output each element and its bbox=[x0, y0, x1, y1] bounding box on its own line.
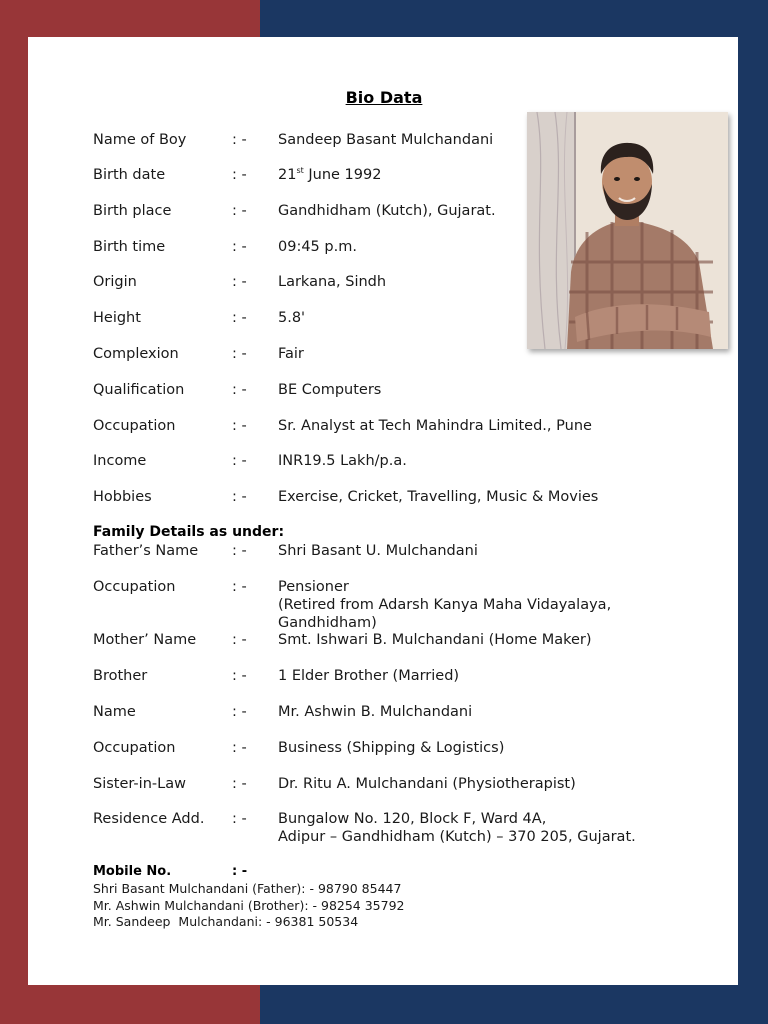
detail-label: Hobbies bbox=[93, 489, 152, 505]
detail-value: Sandeep Basant Mulchandani bbox=[278, 132, 494, 148]
detail-label: Mother’ Name bbox=[93, 632, 197, 648]
detail-separator: : - bbox=[232, 776, 247, 792]
detail-label: Income bbox=[93, 453, 147, 469]
detail-separator: : - bbox=[232, 310, 247, 326]
detail-separator: : - bbox=[232, 274, 247, 290]
detail-label: Name of Boy bbox=[93, 132, 187, 148]
detail-label: Birth time bbox=[93, 239, 166, 255]
family-details-heading: Family Details as under: bbox=[93, 524, 285, 540]
detail-value: 21st June 1992 bbox=[278, 166, 382, 183]
detail-value: 5.8' bbox=[278, 310, 306, 326]
detail-label: Birth place bbox=[93, 203, 172, 219]
detail-value: Exercise, Cricket, Travelling, Music & Movies bbox=[278, 489, 599, 505]
mobile-heading: Mobile No. bbox=[93, 864, 172, 879]
detail-value: Business (Shipping & Logistics) bbox=[278, 740, 505, 756]
detail-value: Gandhidham (Kutch), Gujarat. bbox=[278, 203, 496, 219]
detail-label: Sister-in-Law bbox=[93, 776, 186, 792]
detail-value: Fair bbox=[278, 346, 304, 362]
mobile-entry: Mr. Ashwin Mulchandani (Brother): - 98254 35792 bbox=[93, 897, 405, 913]
detail-value: Shri Basant U. Mulchandani bbox=[278, 543, 478, 559]
document-title: Bio Data bbox=[345, 88, 423, 107]
mobile-entry: Shri Basant Mulchandani (Father): - 98790 85447 bbox=[93, 881, 402, 896]
detail-separator: : - bbox=[232, 239, 247, 255]
detail-value: INR19.5 Lakh/p.a. bbox=[278, 453, 407, 469]
detail-label: Name bbox=[93, 704, 136, 720]
detail-separator: : - bbox=[232, 382, 247, 398]
detail-separator: : - bbox=[232, 543, 247, 559]
mobile-separator: : - bbox=[232, 864, 248, 879]
detail-value: Sr. Analyst at Tech Mahindra Limited., Pune bbox=[278, 418, 592, 434]
detail-separator: : - bbox=[232, 346, 247, 362]
detail-separator: : - bbox=[232, 740, 247, 756]
detail-separator: : - bbox=[232, 632, 247, 648]
mobile-list bbox=[93, 881, 405, 931]
detail-separator: : - bbox=[232, 704, 247, 720]
detail-label: Origin bbox=[93, 274, 137, 290]
detail-label: Occupation bbox=[93, 579, 176, 595]
detail-label: Birth date bbox=[93, 167, 166, 183]
detail-separator: : - bbox=[232, 453, 247, 469]
detail-value: Dr. Ritu A. Mulchandani (Physiotherapist) bbox=[278, 776, 576, 792]
detail-separator: : - bbox=[232, 167, 247, 183]
portrait-photo bbox=[527, 112, 728, 349]
detail-value: 1 Elder Brother (Married) bbox=[278, 668, 460, 684]
detail-value: Bungalow No. 120, Block F, Ward 4A, Adipur – Gandhidham (Kutch) – 370 205, Gujarat. bbox=[278, 811, 636, 845]
detail-label: Occupation bbox=[93, 418, 176, 434]
mobile-entry: Mr. Sandeep Mulchandani: - 96381 50534 bbox=[93, 914, 359, 929]
detail-value: Mr. Ashwin B. Mulchandani bbox=[278, 704, 473, 720]
detail-separator: : - bbox=[232, 203, 247, 219]
detail-label: Height bbox=[93, 310, 141, 326]
detail-separator: : - bbox=[232, 132, 247, 148]
detail-separator: : - bbox=[232, 668, 247, 684]
detail-label: Complexion bbox=[93, 346, 179, 362]
detail-separator: : - bbox=[232, 811, 247, 827]
detail-value: 09:45 p.m. bbox=[278, 239, 357, 255]
detail-label: Qualification bbox=[93, 382, 185, 398]
detail-separator: : - bbox=[232, 418, 247, 434]
detail-value: Pensioner (Retired from Adarsh Kanya Maha Vidayalaya, Gandhidham) bbox=[278, 579, 612, 631]
detail-separator: : - bbox=[232, 579, 247, 595]
detail-label: Brother bbox=[93, 668, 148, 684]
detail-value: Larkana, Sindh bbox=[278, 274, 387, 290]
detail-label: Father’s Name bbox=[93, 543, 199, 559]
detail-label: Occupation bbox=[93, 740, 176, 756]
detail-label: Residence Add. bbox=[93, 811, 205, 827]
detail-separator: : - bbox=[232, 489, 247, 505]
detail-value: Smt. Ishwari B. Mulchandani (Home Maker) bbox=[278, 632, 592, 648]
detail-value: BE Computers bbox=[278, 382, 382, 398]
